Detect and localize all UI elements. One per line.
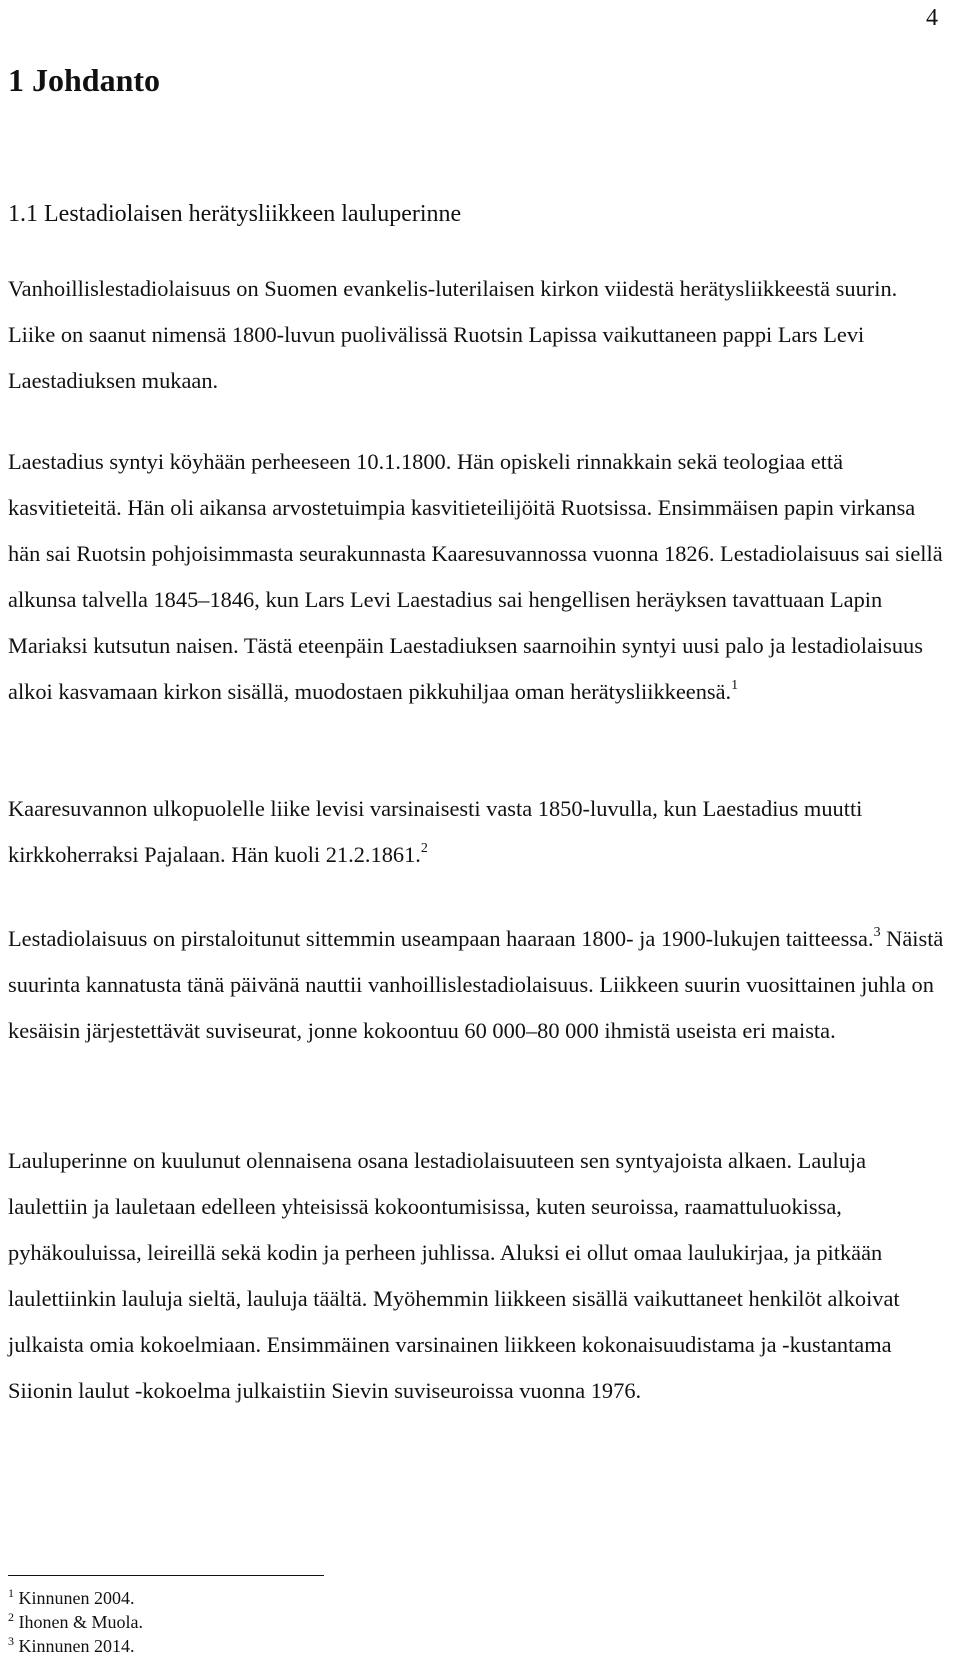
paragraph-text: Lestadiolaisuus on pirstaloitunut sittemmin useampaan haaraan 1800- ja 1900-lukujen taitteessa.: [8, 926, 874, 951]
footnote-divider: [8, 1575, 324, 1576]
paragraph-text: Laestadius syntyi köyhään perheeseen 10.1.1800. Hän opiskeli rinnakkain sekä teologiaa että kasvitieteitä. Hän oli aikansa arvostetuimpia kasvitieteilijöitä Ruotsissa. Ensimmäisen papin virkansa hän sai Ruotsin pohjoisimmasta seurakunnasta Kaaresuvannossa vuonna 1826. Lestadiolaisuus sai siellä alkunsa talvella 1845–1846, kun Lars Levi Laestadius sai hengellisen heräyksen tavattuaan Lapin Mariaksi kutsutun naisen. Tästä eteenpäin Laestadiuksen saarnoihin syntyi uusi palo ja lestadiolaisuus alkoi kasvamaan kirkon sisällä, muodostaen pikkuhiljaa oman herätysliikkeensä.: [8, 449, 943, 704]
footnote-ref: 3: [873, 925, 881, 940]
paragraph-intro: [8, 266, 948, 404]
footnote-ref: 2: [420, 841, 428, 856]
footnote-number: 3: [8, 1634, 14, 1648]
footnote-ref: 1: [731, 678, 739, 693]
footnote: [8, 1610, 143, 1634]
chapter-heading: 1 Johdanto: [8, 62, 161, 98]
paragraph-laestadius: [8, 439, 948, 715]
footnote-list: [8, 1586, 143, 1658]
footnote-text: Kinnunen 2014.: [18, 1636, 135, 1656]
paragraph-song-tradition: [8, 1138, 948, 1414]
section-heading: 1.1 Lestadiolaisen herätysliikkeen lauluperinne: [8, 201, 462, 227]
footnote-text: Kinnunen 2004.: [18, 1588, 135, 1608]
paragraph-text: Vanhoillislestadiolaisuus on Suomen evankelis-luterilaisen kirkon viidestä herätysliikkeestä suurin. Liike on saanut nimensä 1800-luvun puolivälissä Ruotsin Lapissa vaikuttaneen pappi Lars Levi Laestadiuksen mukaan.: [8, 276, 898, 393]
footnote-number: 1: [8, 1586, 14, 1600]
footnote: [8, 1634, 143, 1658]
footnote: [8, 1586, 143, 1610]
paragraph-spread: [8, 786, 948, 878]
paragraph-text: Näistä suurinta kannatusta tänä päivänä nauttii vanhoillislestadiolaisuus. Liikkeen suurin vuosittainen juhla on kesäisin järjestettävät suviseurat, jonne kokoontuu 60 000–80 000 ihmistä useista eri maista.: [8, 926, 944, 1043]
footnote-text: Ihonen & Muola.: [18, 1612, 143, 1632]
paragraph-text: Kaaresuvannon ulkopuolelle liike levisi varsinaisesti vasta 1850-luvulla, kun Laestadius muutti kirkkoherraksi Pajalaan. Hän kuoli 21.2.1861.: [8, 796, 863, 867]
paragraph-branches: [8, 916, 948, 1054]
footnote-number: 2: [8, 1610, 14, 1624]
page-number: 4: [926, 5, 938, 31]
paragraph-text: Lauluperinne on kuulunut olennaisena osana lestadiolaisuuteen sen syntyajoista alkaen. Lauluja laulettiin ja lauletaan edelleen yhteisissä kokoontumisissa, kuten seuroissa, raamattuluokissa, pyhäkouluissa, leireillä sekä kodin ja perheen juhlissa. Aluksi ei ollut omaa laulukirjaa, ja pitkään laulettiinkin lauluja sieltä, lauluja täältä. Myöhemmin liikkeen sisällä vaikuttaneet henkilöt alkoivat julkaista omia kokoelmiaan. Ensimmäinen varsinainen liikkeen kokonaisuudistama ja -kustantama Siionin laulut -kokoelma julkaistiin Sievin suviseuroissa vuonna 1976.: [8, 1148, 900, 1403]
